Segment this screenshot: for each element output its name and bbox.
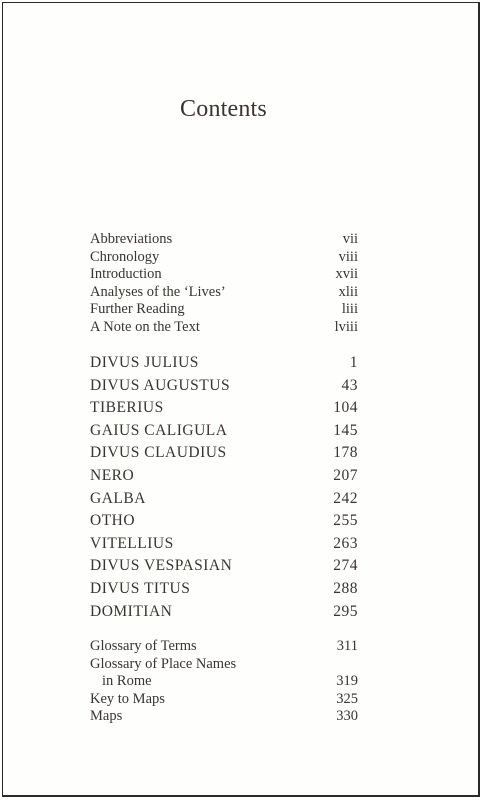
toc-entry-label: A Note on the Text [90, 318, 200, 335]
toc-entry [90, 284, 358, 302]
toc-entry [90, 231, 358, 249]
toc-entry-page-number: lviii [334, 318, 358, 335]
toc-entry [90, 319, 358, 337]
toc-entry [90, 535, 358, 558]
toc-entry-label: TIBERIUS [90, 399, 164, 417]
toc-entry-page-number: xvii [335, 266, 358, 283]
toc-entry-page-number: 295 [333, 602, 358, 620]
toc-entry-page-number: 311 [336, 638, 358, 654]
page-title: Contents [180, 96, 267, 122]
back-matter-list [90, 638, 358, 726]
toc-entry-label: Chronology [90, 248, 160, 265]
toc-entry [90, 422, 358, 445]
toc-entry-label: in Rome [102, 673, 152, 690]
toc-entry-page-number: xlii [338, 283, 358, 300]
toc-entry-label: Introduction [90, 266, 162, 283]
toc-entry-label: Abbreviations [90, 231, 173, 247]
toc-entry-page-number: 1 [349, 354, 358, 371]
toc-entry [90, 490, 358, 513]
toc-entry-page-number: 255 [333, 512, 358, 530]
toc-entry-page-number: 319 [336, 673, 358, 690]
toc-entry-label: GAIUS CALIGULA [90, 421, 228, 439]
toc-entry-page-number: 207 [333, 466, 358, 484]
toc-entry-label: DIVUS CLAUDIUS [90, 444, 227, 462]
toc-entry-page-number: 325 [336, 690, 358, 707]
toc-entry [90, 354, 358, 377]
toc-entry-label: Analyses of the ‘Lives’ [90, 283, 226, 300]
toc-entry-page-number: 288 [333, 579, 358, 597]
toc-entry-label: OTHO [90, 512, 136, 530]
toc-entry-label: DOMITIAN [90, 602, 173, 620]
toc-entry [90, 691, 358, 709]
toc-entry [90, 249, 358, 267]
toc-entry-label: Key to Maps [90, 690, 165, 707]
toc-entry-page-number: 242 [333, 489, 358, 507]
toc-entry [90, 557, 358, 580]
toc-entry-page-number: 43 [341, 376, 358, 394]
toc-entry-label: DIVUS TITUS [90, 579, 191, 597]
toc-entry [90, 638, 358, 656]
toc-entry [90, 266, 358, 284]
toc-entry-page-number: liii [341, 301, 358, 318]
toc-entry [90, 603, 358, 626]
toc-entry [90, 444, 358, 467]
toc-entry [90, 708, 358, 726]
toc-entry-page-number: 274 [333, 557, 358, 575]
toc-entry [90, 580, 358, 603]
toc-entry-page-number: 145 [333, 421, 358, 439]
toc-entry [90, 512, 358, 535]
toc-entry-label: Maps [90, 708, 123, 725]
toc-entry-label: NERO [90, 466, 135, 484]
toc-entry-label: VITELLIUS [90, 534, 174, 552]
toc-entry-label: DIVUS VESPASIAN [90, 557, 233, 575]
toc-entry-page-number: 104 [333, 399, 358, 417]
toc-entry [90, 467, 358, 490]
toc-entry [90, 301, 358, 319]
toc-entry-page-number: 330 [336, 708, 358, 725]
toc-entry-label: DIVUS AUGUSTUS [90, 376, 231, 394]
book-page [2, 2, 480, 797]
toc-entry-label: DIVUS JULIUS [90, 354, 199, 371]
toc-entry [90, 673, 358, 691]
toc-entry-label: Glossary of Place Names [90, 655, 237, 672]
toc-entry-label: Further Reading [90, 301, 185, 318]
toc-entry-page-number: vii [342, 231, 358, 247]
lives-list [90, 354, 358, 625]
toc-entry-page-number: 263 [333, 534, 358, 552]
toc-entry [90, 399, 358, 422]
front-matter-list [90, 231, 358, 337]
toc-entry-page-number: viii [338, 248, 358, 265]
toc-entry [90, 377, 358, 400]
toc-entry [90, 656, 358, 674]
toc-entry-page-number: 178 [333, 444, 358, 462]
toc-entry-label: GALBA [90, 489, 146, 507]
toc-entry-label: Glossary of Terms [90, 638, 197, 654]
